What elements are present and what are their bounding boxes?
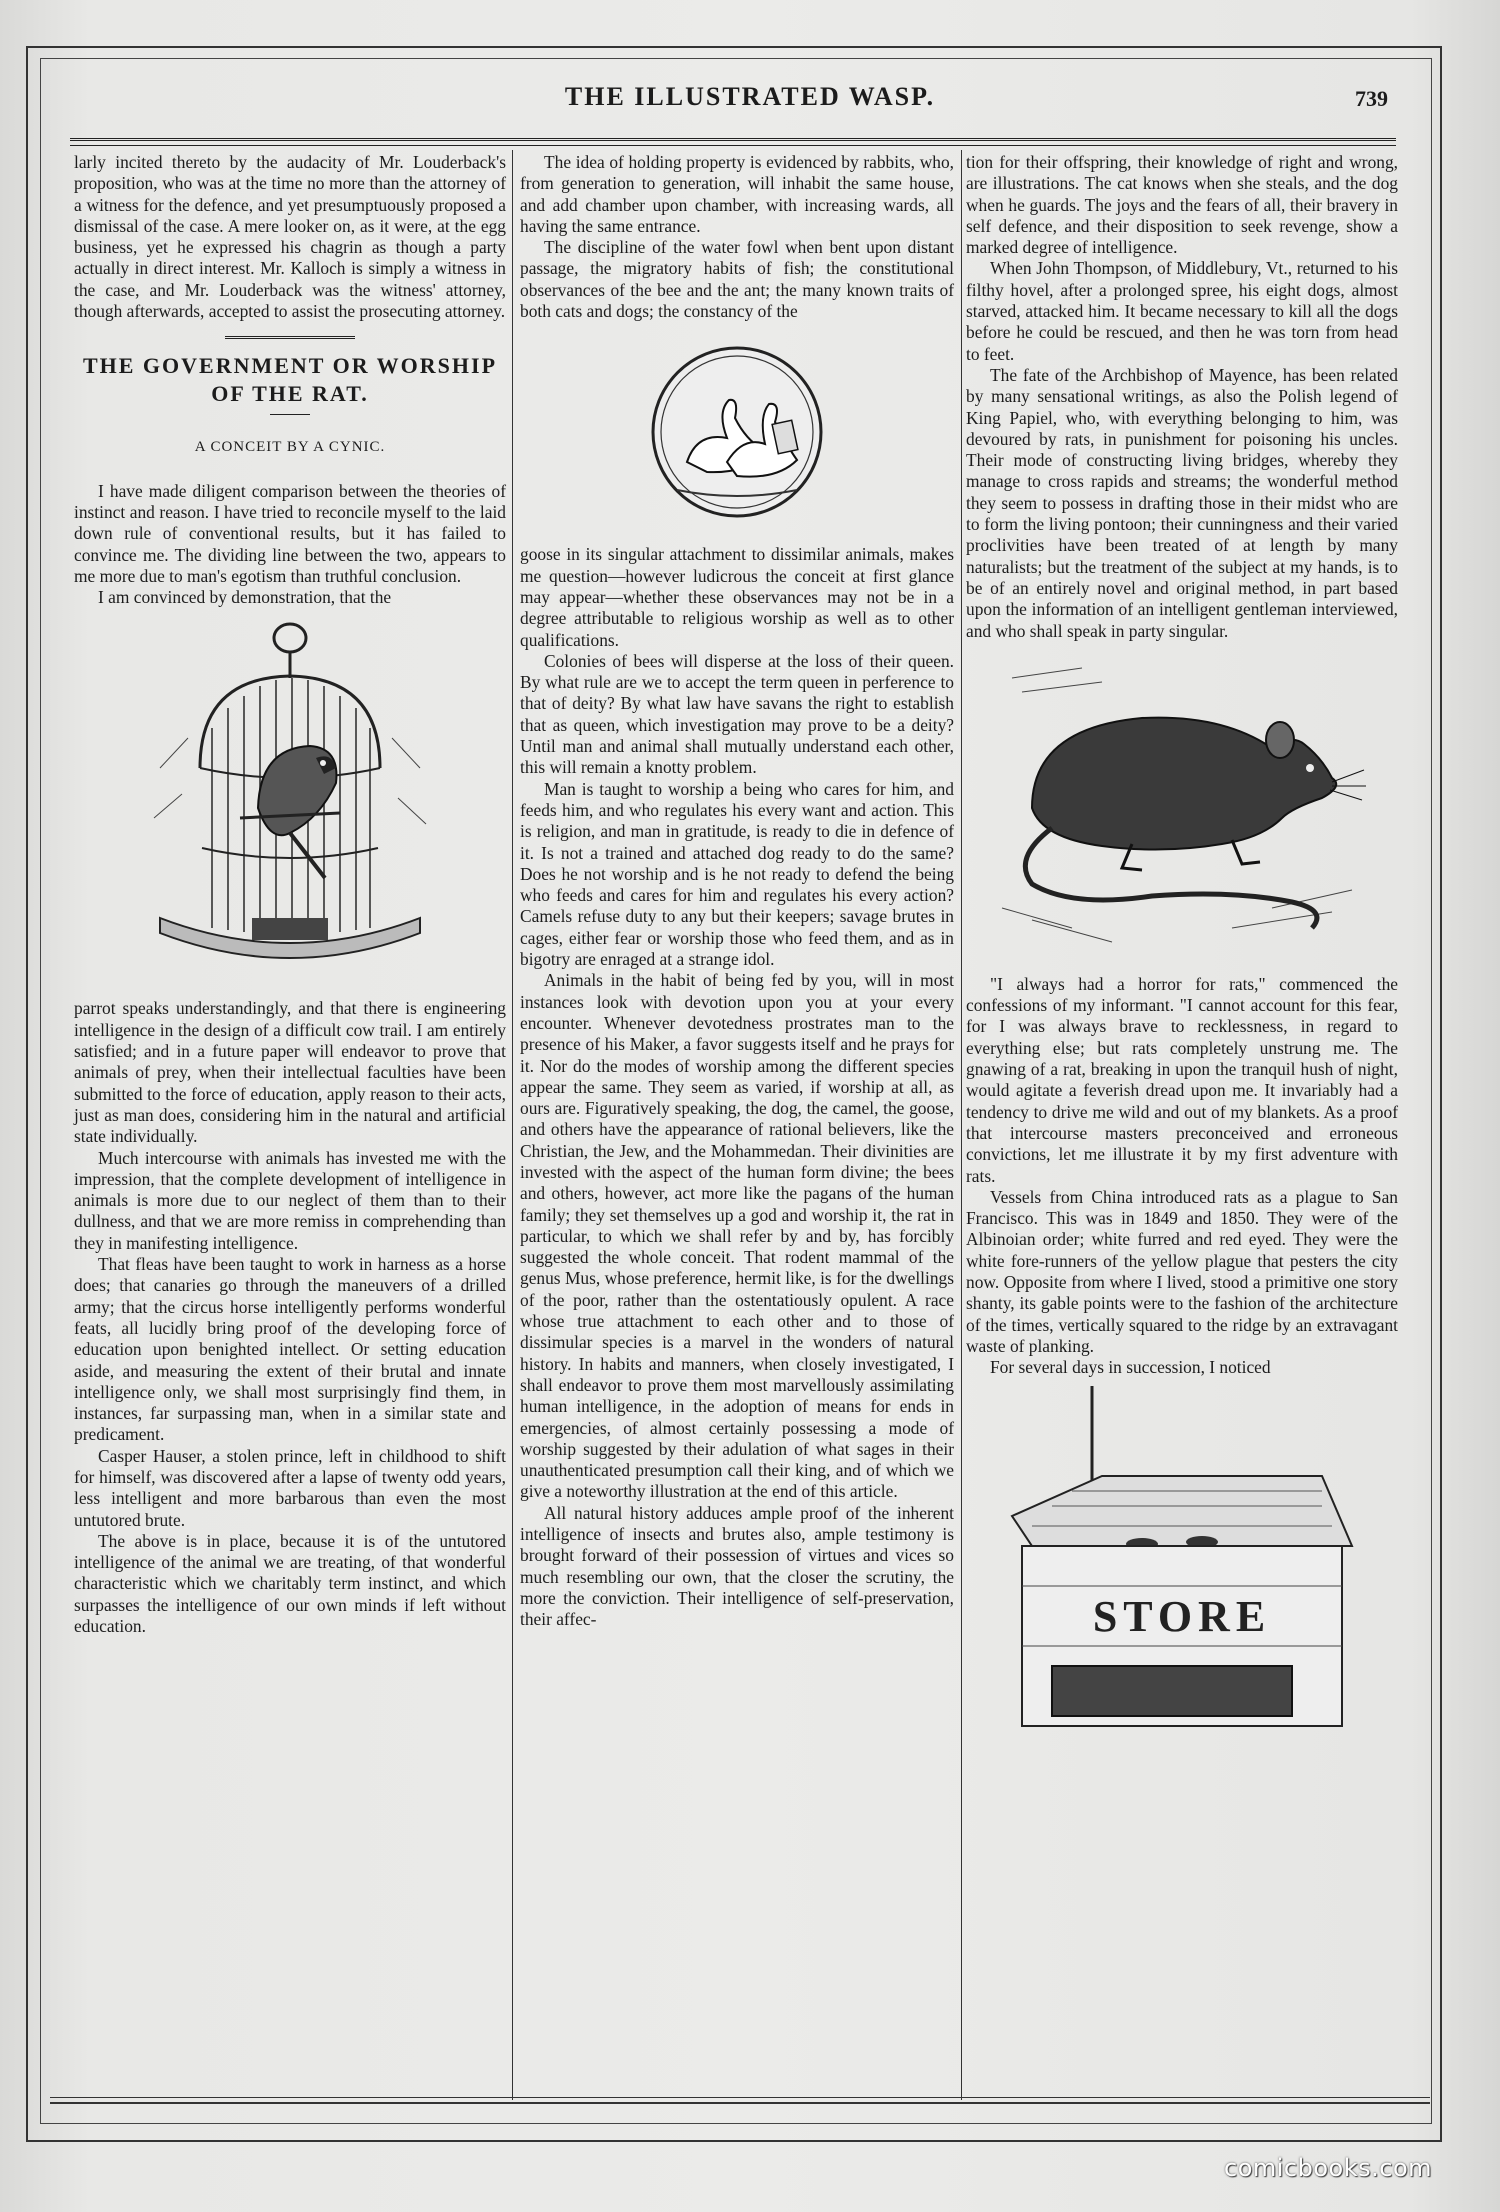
paragraph: I have made diligent comparison between the theories of instinct and reason. I have tried to reconcile myself to the laid down rule of conventional results, but it has failed to convince me. The dividing line between the two, appears to me more due to man's egotism than truthful conclusion. bbox=[74, 480, 506, 586]
intro-paragraph: larly incited thereto by the audacity of Mr. Louderback's proposition, who was at the time no more than the attorney of a witness for the defence, and yet presumptuously proposed a dismissal of the case. A mere looker on, as it were, at the egg business, yet he expressed his chagrin as though a party actually in direct interest. Mr. Kalloch is simply a witness in the case, and Mr. Louderback was the witness' attorney, though afterwards, accepted to assist the prosecuting attorney. bbox=[74, 152, 506, 322]
paragraph: For several days in succession, I noticed bbox=[990, 1357, 1271, 1378]
paragraph: I am convinced by demonstration, that the bbox=[98, 587, 392, 608]
rat-illustration bbox=[992, 658, 1372, 958]
paragraph: Vessels from China introduced rats as a plague to San Francisco. This was in 1849 and 1850. They were of the Albinoian order; white furred and red eyed. They were the white fore-runners of the yellow plague that pesters the city now. Opposite from where I lived, stood a primitive one story shanty, its gable points were to the fashion of the architecture of the times, vertically squared to the ridge by an extravagant waste of planking. bbox=[966, 1186, 1398, 1356]
paragraph: tion for their offspring, their knowledge of right and wrong, are illustrations. The cat knows when she steals, and the dog when he guards. The joys and the fears of all, their bravery in self defence, and their disposition to seek revenge, show a marked degree of intelligence. bbox=[966, 152, 1398, 258]
page-number: 739 bbox=[1355, 86, 1388, 111]
paragraph: "I always had a horror for rats," commenced the confessions of my informant. "I cannot account for this fear, for I was always brave to recklessness, in regard to everything else; but rats completely unstrung me. The gnawing of a rat, breaking in upon the tranquil hush of night, would agitate a feverish dread upon me. It invariably had a tendency to drive me wild and out of my blankets. As a proof that intercourse masters preconceived and erroneous convictions, let me illustrate it by my first adventure with rats. bbox=[966, 973, 1398, 1186]
section-rule bbox=[225, 336, 355, 342]
column-1 bbox=[74, 152, 506, 1637]
column-2 bbox=[520, 152, 954, 1631]
geese-medallion-illustration bbox=[647, 342, 827, 522]
title-rule bbox=[270, 414, 310, 415]
running-head: THE ILLUSTRATED WASP. bbox=[564, 82, 936, 111]
paragraph: The idea of holding property is evidenced by rabbits, who, from generation to generation, will inhabit the same house, and add chamber upon chamber, with increasing wards, all having the same entrance. bbox=[520, 152, 954, 236]
paragraph: When John Thompson, of Middlebury, Vt., returned to his filthy hovel, after a prolonged spree, his eight dogs, almost starved, attacked him. It became necessary to kill all the dogs before he could be rescued, and then he was torn from head to feet. bbox=[966, 258, 1398, 364]
column-divider-2 bbox=[961, 150, 962, 2100]
watermark-text: comicbooks.com bbox=[1224, 2154, 1433, 2182]
header-rule bbox=[70, 138, 1396, 146]
paragraph: Much intercourse with animals has invested me with the impression, that the complete development of intelligence in animals is more due to our neglect of them than to their dullness, and that we are more remiss in comprehending than they in manifesting intelligence. bbox=[74, 1147, 506, 1253]
paragraph: Casper Hauser, a stolen prince, left in childhood to shift for himself, was discovered after a lapse of twenty odd years, less intelligent and more barbarous than even the most untutored brute. bbox=[74, 1445, 506, 1530]
store-shanty-illustration bbox=[992, 1386, 1372, 1756]
paragraph: The discipline of the water fowl when bent upon distant passage, the migratory habits of fish; the constitutional observances of the bee and the ant; the many known traits of both cats and dogs; the constancy of the bbox=[520, 237, 954, 322]
column-3 bbox=[966, 152, 1398, 1756]
parrot-cage-illustration bbox=[140, 618, 440, 988]
footer-rule-2 bbox=[50, 2102, 1430, 2104]
story-subtitle: A CONCEIT BY A CYNIC. bbox=[194, 439, 386, 456]
paragraph: Man is taught to worship a being who cares for him, and feeds him, and who regulates his every want and action. This is religion, and man in gratitude, is ready to die in defence of it. Is not a trained and attached dog ready to do the same? Does he not worship and is he not ready to defend the being who feeds and cares for him and regulates his every action? Camels refuse duty to any but their keepers; savage brutes in cages, either fear or worship those who feed them, and as in bigotry are enraged at a strange idol. bbox=[520, 778, 954, 970]
footer-rule-1 bbox=[50, 2097, 1430, 2098]
paragraph: parrot speaks understandingly, and that there is engineering intelligence in the design of a difficult cow trail. I am entirely satisfied; and in a future paper will endeavor to prove that animals of prey, when their intellectual faculties have been submitted to the force of education, apply reason to their acts, just as man does, considering him in the natural and artificial state individually. bbox=[74, 998, 506, 1147]
paragraph: That fleas have been taught to work in harness as a horse does; that canaries go through the maneuvers of a drilled army; that the circus horse intelligently performs wonderful feats, all lucidly bring proof of the developing force of education upon benighted intellect. Or setting education aside, and measuring the extent of their brutal and innate intelligence only, we shall most surprisingly find them, in instances, far surpassing man, when in a similar state and predicament. bbox=[74, 1254, 506, 1445]
paragraph: All natural history adduces ample proof of the inherent intelligence of insects and brutes also, ample testimony is brought forward of their possession of virtues and vices so much resembling our own, that the closer the scrutiny, the more the conviction. Their intelligence of self-preservation, their affec- bbox=[520, 1502, 954, 1630]
story-title: THE GOVERNMENT OR WORSHIP OF THE RAT. bbox=[82, 353, 498, 407]
paragraph: Colonies of bees will disperse at the loss of their queen. By what rule are we to accept the term queen in perference to that of deity? By what law have savans the right to establish that as queen, which investigation may prove to be a deity? Until man and animal shall mutually understand each other, this will remain a knotty problem. bbox=[520, 650, 954, 778]
paragraph: Animals in the habit of being fed by you, will in most instances look with devotion upon you at your every encounter. Whenever devotedness prostrates man to the presence of his Maker, a favor suggests itself and he prays for it. Nor do the modes of worship among the different species appear the same. They seem as varied, if worship at all, as ours are. Figuratively speaking, the dog, the camel, the goose, and others have the appearance of rational believers, like the Christian, the Jew, and the Mohammedan. Their divinities are invested with the aspect of the human form divine; the bees and others, however, act more like the pagans of the human family; they set themselves up a god and worship it, the rat in particular, to which we shall refer by and by, has forcibly suggested the whole conceit. That rodent mammal of the genus Mus, whose preference, hermit like, is for the dwellings of the poor, rather than the ostentatiously opulent. A race whose true attachment to each other and to those of dissimular species is a marvel in the wonders of natural history. In habits and manners, when closely investigated, I shall endeavor to prove them most marvellously assimilating human intelligence, in the adoption of means for ends in emergencies, of almost certainly possessing a mode of worship suggested by their adulation of what sages in their unauthenticated presumption call their king, and of which we give a noteworthy illustration at the end of this article. bbox=[520, 970, 954, 1502]
paragraph: goose in its singular attachment to dissimilar animals, makes me question—however ludicrous the conceit at first glance may appear—whether these observances may not be in a degree attributable to religious worship as well as to other qualifications. bbox=[520, 544, 954, 650]
paragraph: The fate of the Archbishop of Mayence, has been related by many sensational writings, as also the Polish legend of King Papiel, who, with everything belonging to him, was devoured by rats, in punishment for poisoning his uncles. Their mode of constructing living bridges, whereby they manage to cross rapids and streams; the wonderful method they seem to possess in drafting those in their midst who are to form the living pontoon; their cunningness and their varied proclivities have been treated of at length by many naturalists; but the treatment of the subject at my hands, is to be of an entirely novel and original method, in part based upon the information of an intelligent gentleman interviewed, and who shall speak in party singular. bbox=[966, 364, 1398, 641]
store-sign-text: STORE bbox=[1092, 1592, 1272, 1642]
column-divider-1 bbox=[512, 150, 513, 2100]
paragraph: The above is in place, because it is of the untutored intelligence of the animal we are treating, of that wonderful characteristic which we charitably term instinct, and which surpasses the intelligence of our own minds if left without education. bbox=[74, 1530, 506, 1637]
